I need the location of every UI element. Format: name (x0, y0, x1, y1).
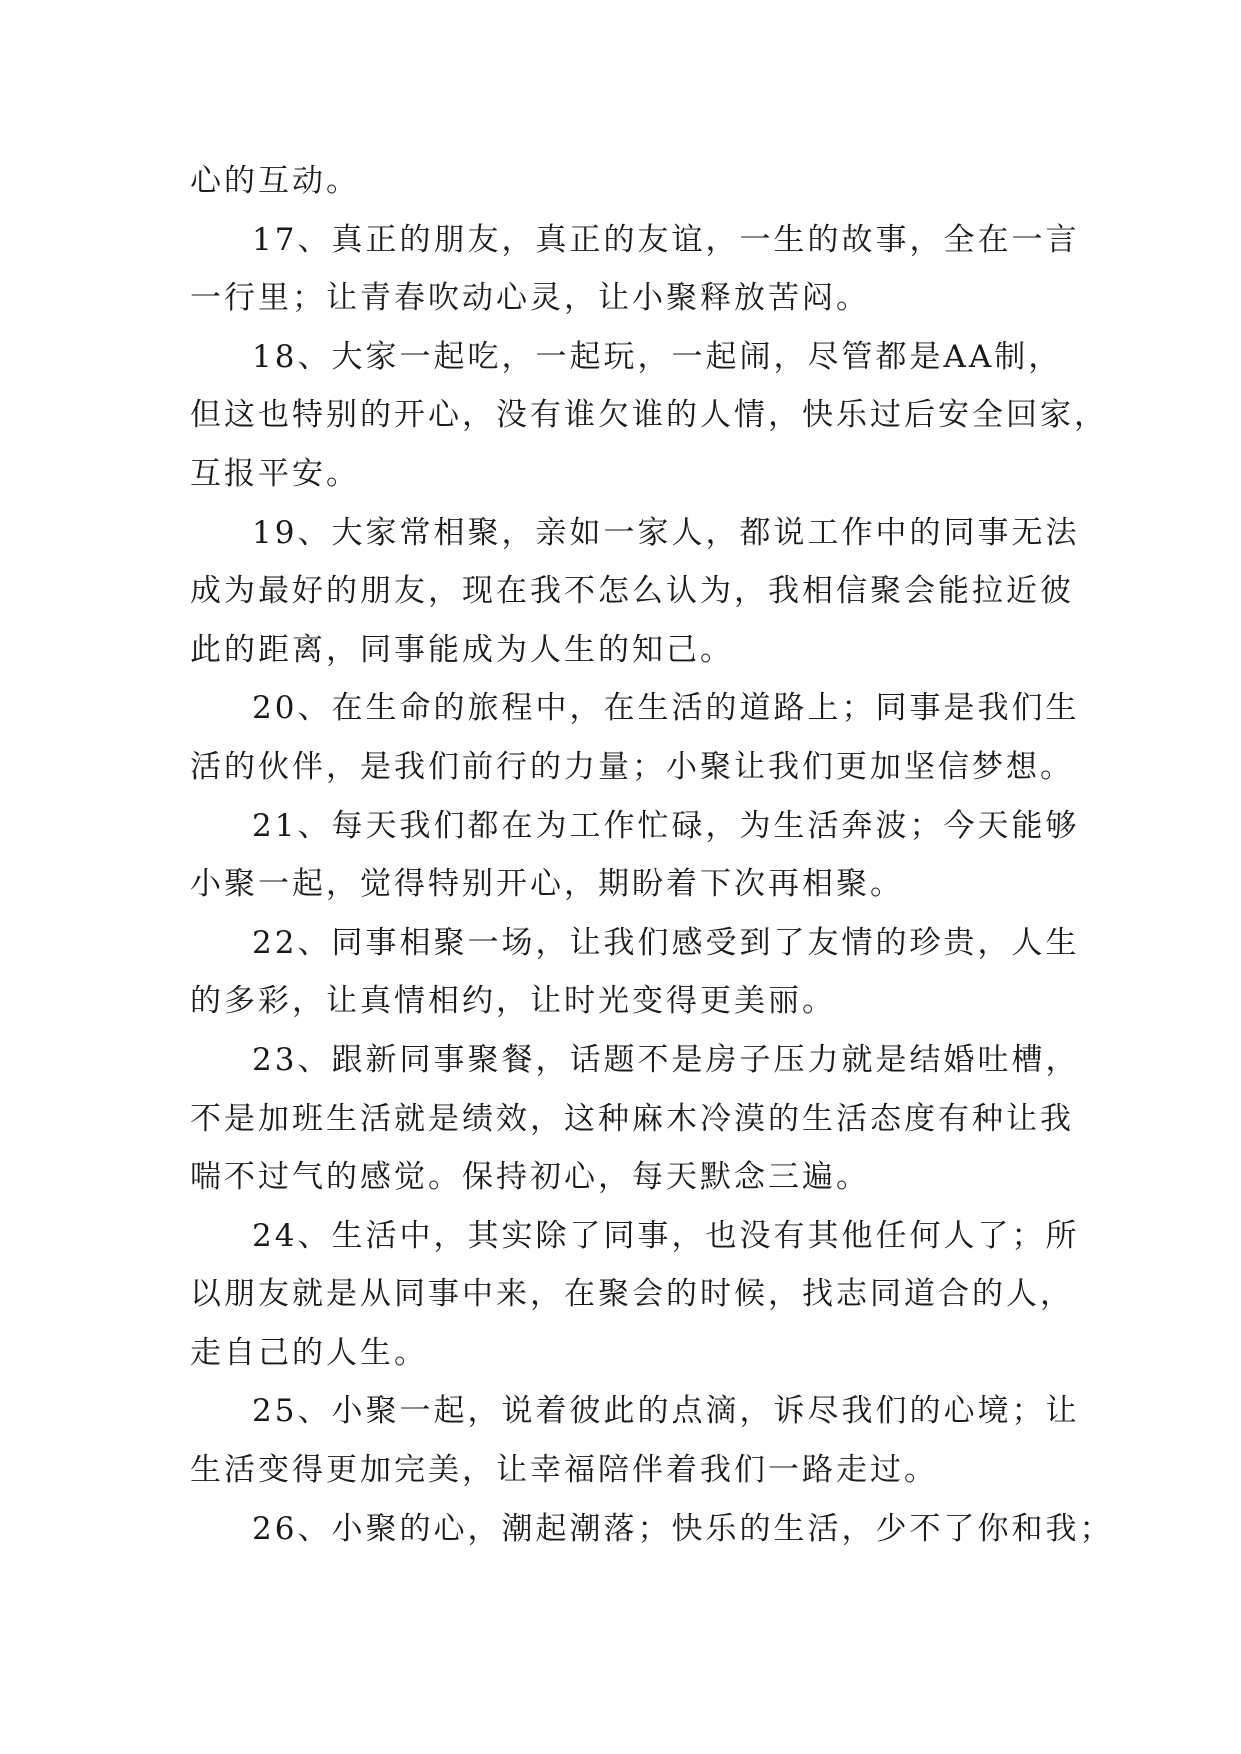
text-line: 成为最好的朋友，现在我不怎么认为，我相信聚会能拉近彼 (190, 573, 1074, 610)
text-line: 不是加班生活就是绩效，这种麻木冷漠的生活态度有种让我 (190, 1100, 1074, 1137)
paragraph-23 (190, 1031, 1080, 1207)
paragraph-19 (190, 504, 1080, 680)
text-line: 但这也特别的开心，没有谁欠谁的人情，快乐过后安全回家， (190, 397, 1108, 434)
text-line: 一行里；让青春吹动心灵，让小聚释放苦闷。 (190, 280, 870, 317)
paragraph-25 (190, 1382, 1080, 1499)
text-line: 17、真正的朋友，真正的友谊，一生的故事，全在一言 (252, 221, 1080, 258)
body-text (190, 152, 1114, 1558)
paragraph-21 (190, 797, 1080, 914)
paragraph-24 (190, 1207, 1080, 1383)
text-line: 20、在生命的旅程中，在生活的道路上；同事是我们生 (252, 690, 1080, 727)
text-line: 21、每天我们都在为工作忙碌，为生活奔波；今天能够 (252, 807, 1080, 844)
text-line: 互报平安。 (190, 455, 360, 492)
text-line: 活的伙伴，是我们前行的力量；小聚让我们更加坚信梦想。 (190, 748, 1074, 785)
paragraph-18 (190, 328, 1108, 504)
text-line: 22、同事相聚一场，让我们感受到了友情的珍贵，人生 (252, 924, 1080, 961)
text-line: 喘不过气的感觉。保持初心，每天默念三遍。 (190, 1159, 870, 1196)
text-line: 以朋友就是从同事中来，在聚会的时候，找志同道合的人， (190, 1276, 1074, 1313)
text-line: 小聚一起，觉得特别开心，期盼着下次再相聚。 (190, 866, 904, 903)
paragraph-17 (190, 211, 1080, 328)
text-line: 走自己的人生。 (190, 1334, 428, 1371)
text-line: 心的互动。 (190, 163, 360, 199)
text-line: 19、大家常相聚，亲如一家人，都说工作中的同事无法 (252, 514, 1080, 551)
text-line: 的多彩，让真情相约，让时光变得更美丽。 (190, 983, 836, 1020)
text-line: 生活变得更加完美，让幸福陪伴着我们一路走过。 (190, 1452, 938, 1489)
paragraph-26 (190, 1500, 1114, 1559)
text-line: 24、生活中，其实除了同事，也没有其他任何人了；所 (252, 1217, 1080, 1254)
text-line: 26、小聚的心，潮起潮落；快乐的生活，少不了你和我； (252, 1510, 1114, 1547)
paragraph-22 (190, 914, 1080, 1031)
paragraph-20 (190, 679, 1080, 796)
text-line: 此的距离，同事能成为人生的知己。 (190, 631, 734, 668)
text-line: 23、跟新同事聚餐，话题不是房子压力就是结婚吐槽， (252, 1041, 1080, 1078)
text-line: 25、小聚一起，说着彼此的点滴，诉尽我们的心境；让 (252, 1393, 1080, 1430)
paragraph-continuation (190, 152, 1060, 211)
text-line: 18、大家一起吃，一起玩，一起闹，尽管都是AA制， (252, 338, 1063, 375)
